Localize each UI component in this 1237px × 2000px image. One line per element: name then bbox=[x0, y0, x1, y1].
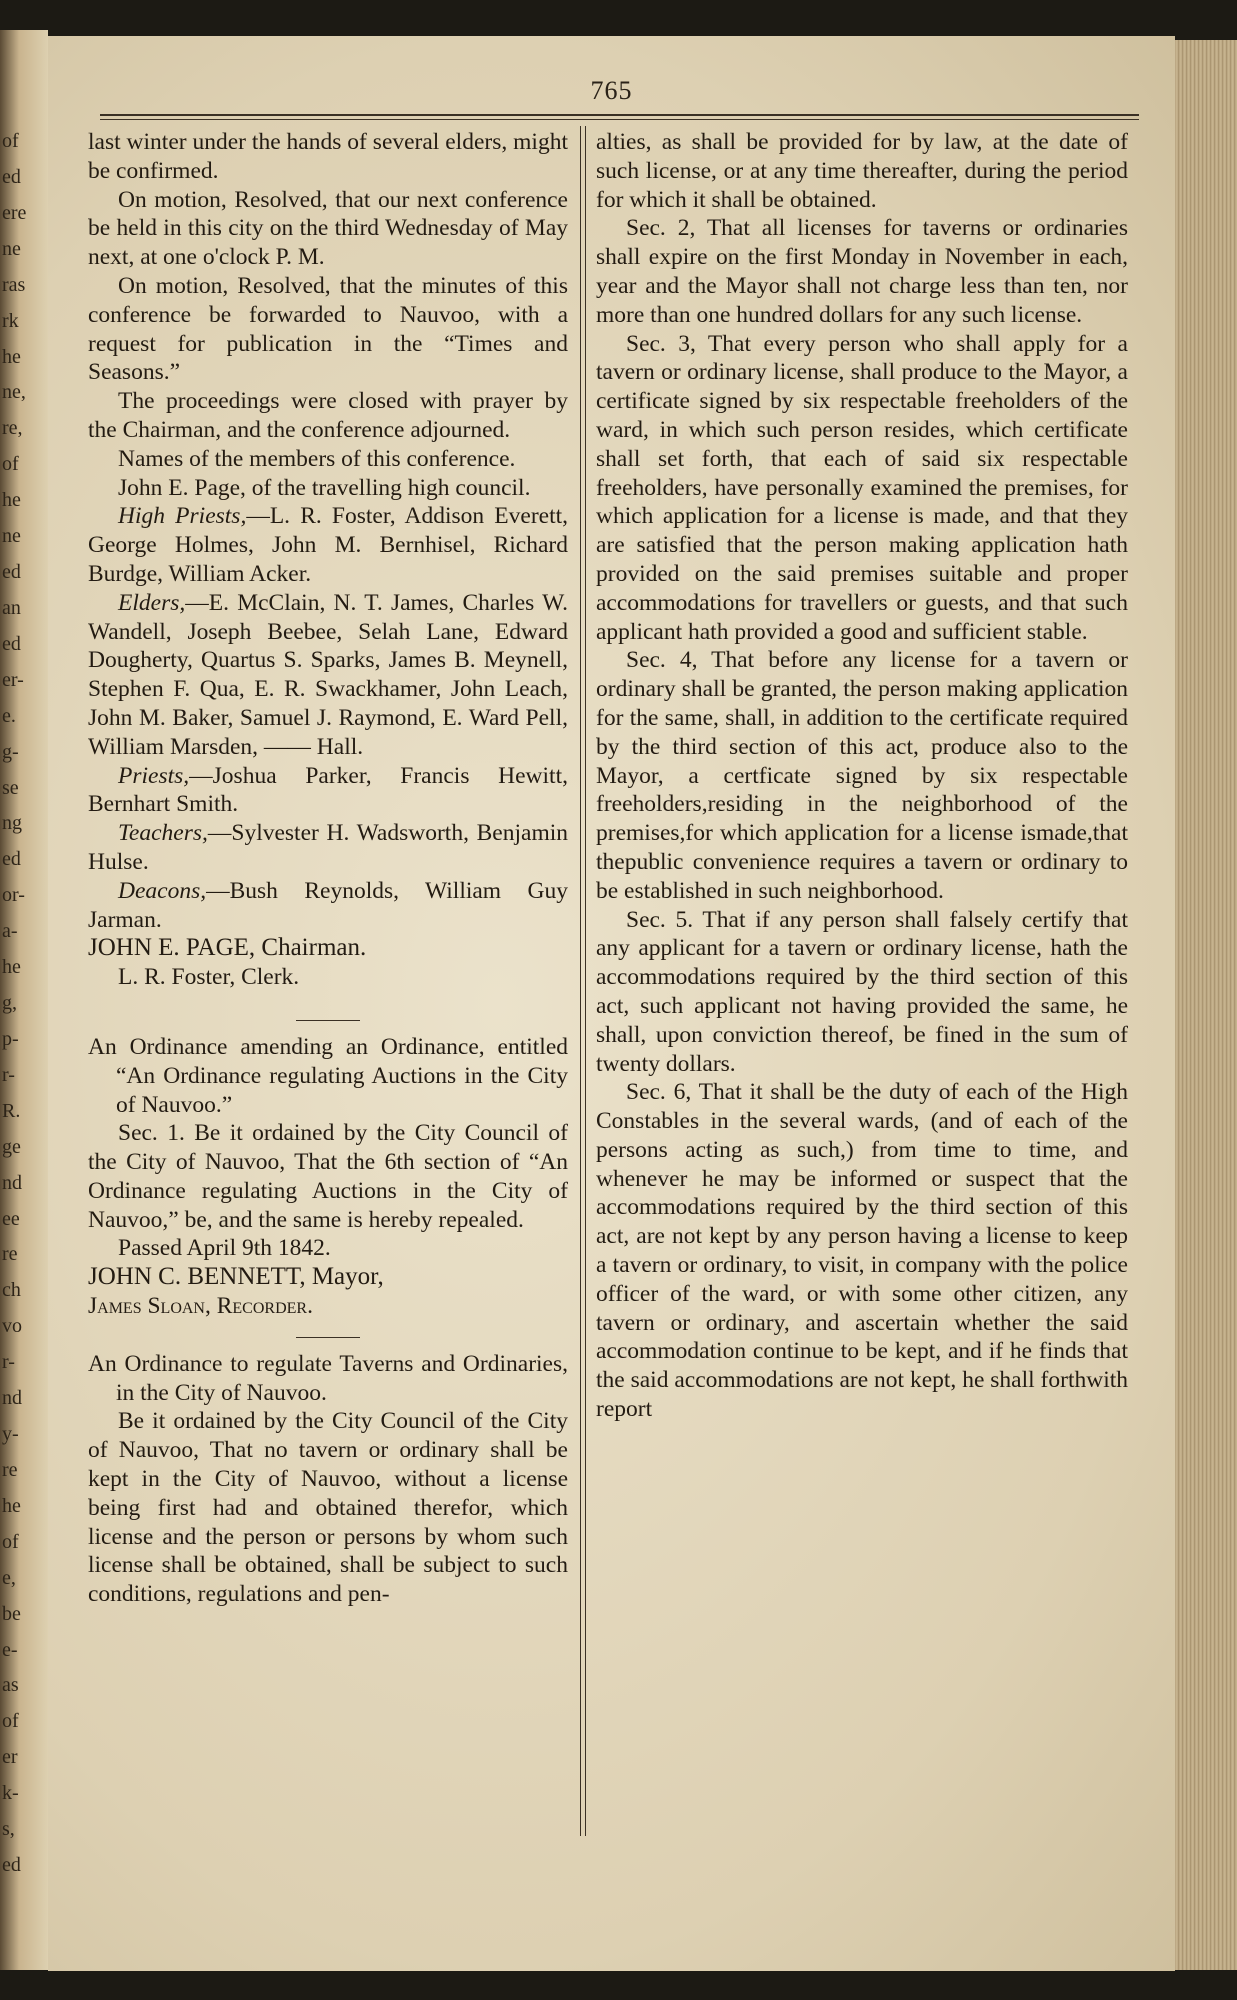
ordinance-title: An Ordinance amending an Ordinance, entitled “An Ordinance regulating Auctions in the City of Nauvoo.” bbox=[88, 1033, 568, 1118]
member-list bbox=[88, 762, 568, 820]
facing-page-fragment: ed bbox=[2, 632, 21, 655]
member-list bbox=[88, 589, 568, 762]
facing-page-fragment: e, bbox=[2, 1566, 16, 1589]
facing-page-fragment: vo bbox=[2, 1315, 22, 1338]
section-2: Sec. 2, That all licenses for taverns or ordinaries shall expire on the first Monday in November in each, year and the Mayor shall not charge less than ten, nor more than one hundred dollars for any such license. bbox=[596, 215, 1128, 328]
facing-page-fragment: r- bbox=[2, 1063, 15, 1086]
facing-page-fragment: as bbox=[2, 1674, 19, 1697]
book-page bbox=[48, 36, 1175, 1971]
paragraph: On motion, Resolved, that the minutes of this conference be forwarded to Nauvoo, with a request for publication in the “Times and Seasons.” bbox=[88, 272, 568, 386]
member-list-label: Elders, bbox=[118, 589, 186, 616]
section-divider bbox=[296, 1337, 360, 1338]
facing-page-fragment: r- bbox=[2, 1351, 15, 1374]
paragraph: Sec. 1. Be it ordained by the City Council of the City of Nauvoo, That the 6th section of “An Ordinance regulating Auctions in the City of Nauvoo,” be, and the same is hereby repealed. bbox=[88, 1120, 568, 1233]
facing-page-fragment: re bbox=[2, 1458, 18, 1481]
facing-page-fragment: a- bbox=[2, 920, 18, 943]
paragraph: On motion, Resolved, that our next conference be held in this city on the third Wednesday of May next, at one o'clock P. M. bbox=[88, 186, 568, 271]
recorder-signature: James Sloan, Recorder. bbox=[88, 1293, 313, 1320]
facing-page-fragment: s, bbox=[2, 1818, 15, 1841]
facing-page-fragment: he bbox=[2, 345, 21, 368]
facing-page-fragment: e- bbox=[2, 1638, 18, 1661]
member-list bbox=[88, 819, 568, 877]
facing-page-fragment: ne, bbox=[2, 381, 26, 404]
section-5: Sec. 5. That if any person shall falsely certify that any applicant for a tavern or ordinary license, hath the accommodations required by the third section of this act, such applicant not having provided the same, he shall, upon conviction thereof, be fined in the sum of twenty dollars. bbox=[596, 906, 1128, 1077]
facing-page-fragment: an bbox=[2, 596, 21, 619]
facing-page-fragment: ed bbox=[2, 561, 21, 584]
facing-page-fragment: er bbox=[2, 1746, 18, 1769]
facing-page-fragment: ras bbox=[2, 273, 26, 296]
paragraph: Be it ordained by the City Council of the City of Nauvoo, That no tavern or ordinary shall be kept in the City of Nauvoo, without a license being first had and obtained therefor, which license and the person or persons by whom such license shall be obtained, shall be subject to such conditions, regulations and pen- bbox=[88, 1408, 568, 1608]
facing-page-fragment: ch bbox=[2, 1279, 21, 1302]
paragraph: alties, as shall be provided for by law, at the date of such license, or at any time thereafter, during the period for which it shall be obtained. bbox=[596, 129, 1128, 213]
facing-page-fragment: e. bbox=[2, 704, 16, 727]
facing-page-fragment: y- bbox=[2, 1423, 19, 1446]
left-column bbox=[88, 128, 568, 1609]
section-3: Sec. 3, That every person who shall apply for a tavern or ordinary license, shall produce to the Mayor, a certificate signed by six respectable freeholders of the ward, in which such person resides, which certificate shall set forth, that each of said six respectable freeholders, have personally examined the premises, for which application for a license is made, and that they are satisfied that the person making application hath provided on the said premises suitable and proper accommodations for travellers or guests, and that such applicant hath provided a good and sufficient stable. bbox=[596, 330, 1128, 645]
facing-page-fragment: R. bbox=[2, 1099, 21, 1122]
facing-page-fragment: of bbox=[2, 130, 19, 152]
facing-page-fragment: ee bbox=[2, 1207, 20, 1230]
facing-page-fragment: se bbox=[2, 776, 19, 799]
facing-page-fragment: p- bbox=[2, 1027, 19, 1050]
facing-page-fragment: of bbox=[2, 1710, 19, 1733]
facing-page-fragment: nd bbox=[2, 1387, 22, 1410]
member-names: —Sylvester H. Wadsworth, Benjamin Hulse. bbox=[88, 820, 568, 875]
facing-page-fragment: he bbox=[2, 956, 21, 979]
member-list-label: Deacons, bbox=[118, 877, 207, 904]
facing-page-fragment: k- bbox=[2, 1782, 19, 1805]
section-6: Sec. 6, That it shall be the duty of each of the High Constables in the several wards, (and of each of the persons acting as such,) from time to time, and whenever he may be informed or suspect that the accommodations required by the third section of this act, are not kept by any person having a license to keep a tavern or ordinary, to visit, in company with the police officer of the ward, or with some other citizen, any tavern or ordinary, and ascertain whether the said accommodation continue to be kept, and if he finds that the said accommodations are not kept, he shall forthwith report bbox=[596, 1079, 1128, 1423]
paragraph: John E. Page, of the travelling high council. bbox=[118, 474, 531, 501]
column-divider bbox=[580, 126, 581, 1836]
facing-page-fragment: g- bbox=[2, 740, 19, 763]
section-divider bbox=[296, 1020, 360, 1021]
member-names: —Bush Reynolds, William Guy Jarman. bbox=[88, 877, 568, 933]
right-page-stack bbox=[1175, 40, 1237, 1970]
facing-page-fragment: of bbox=[2, 1530, 19, 1553]
column-divider bbox=[585, 126, 586, 1836]
facing-page-fragment: ng bbox=[2, 812, 22, 835]
member-names: —Joshua Parker, Francis Hewitt, Bernhart Smith. bbox=[88, 762, 568, 818]
members-heading: Names of the members of this conference. bbox=[118, 445, 516, 472]
mayor-signature: JOHN C. BENNETT, Mayor, bbox=[88, 1263, 384, 1291]
facing-page-fragment: ed bbox=[2, 165, 21, 188]
facing-page-fragment: g, bbox=[2, 992, 17, 1015]
passed-date: Passed April 9th 1842. bbox=[118, 1235, 331, 1262]
section-4: Sec. 4, That before any license for a tavern or ordinary shall be granted, the person making application for the same, shall, in addition to the certificate required by the third section of this act, produce also to the Mayor, a certficate signed by six respectable freeholders,residing in the neighborhood of the premises,for which application for a license ismade,that thepublic convenience requires a tavern or ordinary to be established in such neighborhood. bbox=[596, 647, 1128, 904]
member-list-label: Priests, bbox=[118, 762, 190, 789]
facing-page-fragment: of bbox=[2, 453, 19, 476]
facing-page-fragment: ed bbox=[2, 848, 21, 871]
facing-page-fragment: ge bbox=[2, 1135, 21, 1158]
facing-page-fragment: ed bbox=[2, 1854, 21, 1877]
member-list bbox=[88, 502, 568, 588]
page-number: 765 bbox=[590, 76, 633, 105]
facing-page-fragment: be bbox=[2, 1602, 21, 1625]
left-page-edge bbox=[0, 30, 48, 1970]
paragraph: last winter under the hands of several elders, might be confirmed. bbox=[88, 129, 568, 184]
facing-page-fragment: or- bbox=[2, 884, 25, 907]
member-names: —E. McClain, N. T. James, Charles W. Wandell, Joseph Beebee, Selah Lane, Edward Dougherty, Quartus S. Sparks, James B. Meynell, Stephen F. Qua, E. R. Swackhamer, John Leach, John M. Baker, Samuel J. Raymond, E. Ward Pell, William Marsden, —— Hall. bbox=[88, 589, 568, 760]
member-list-label: High Priests, bbox=[118, 503, 247, 530]
clerk-signature: L. R. Foster, Clerk. bbox=[118, 964, 300, 991]
facing-page-fragment: ne bbox=[2, 237, 21, 260]
ordinance-title: An Ordinance to regulate Taverns and Ordinaries, in the City of Nauvoo. bbox=[88, 1350, 568, 1406]
facing-page-fragment: ere bbox=[2, 201, 27, 224]
facing-page-fragment: er- bbox=[2, 668, 24, 691]
facing-page-fragment: he bbox=[2, 1494, 21, 1517]
facing-page-fragment: re, bbox=[2, 417, 23, 440]
paragraph: The proceedings were closed with prayer by the Chairman, and the conference adjourned. bbox=[88, 388, 568, 443]
right-column bbox=[596, 128, 1128, 1424]
member-list bbox=[88, 877, 568, 935]
member-names: —L. R. Foster, Addison Everett, George Holmes, John M. Bernhisel, Richard Burdge, William Acker. bbox=[88, 503, 569, 587]
facing-page-fragment: re bbox=[2, 1243, 18, 1266]
header-rule bbox=[100, 114, 1139, 120]
facing-page-fragment: ne bbox=[2, 525, 21, 548]
facing-page-fragment: nd bbox=[2, 1171, 22, 1194]
facing-page-fragment: rk bbox=[2, 309, 19, 332]
chairman-signature: JOHN E. PAGE, Chairman. bbox=[88, 934, 367, 962]
member-list-label: Teachers, bbox=[118, 820, 208, 847]
facing-page-fragment: he bbox=[2, 489, 21, 512]
